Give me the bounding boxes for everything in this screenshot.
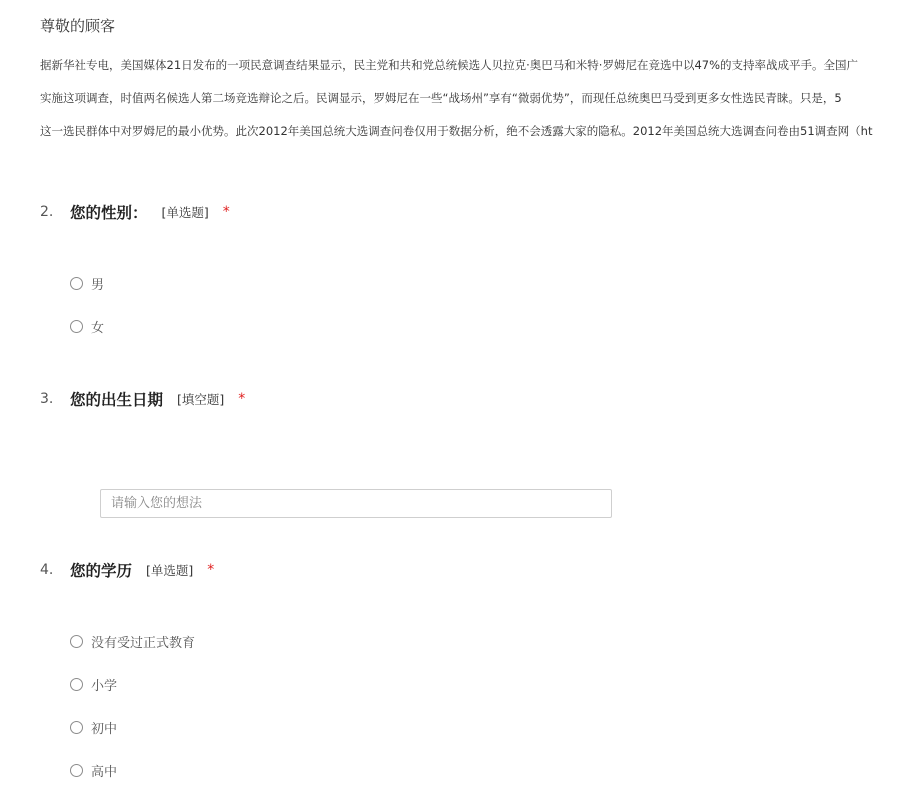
option-label: 男 (91, 277, 105, 293)
birthdate-input[interactable] (100, 489, 612, 518)
question-number: 3. (40, 391, 54, 407)
question-number: 2. (40, 204, 54, 220)
option-label: 女 (91, 320, 105, 336)
required-asterisk: * (222, 204, 230, 220)
intro-paragraph-line-3: 这一选民群体中对罗姆尼的最小优势。此次2012年美国总统大选调查问卷仅用于数据分析，绝不会透露大家的隐私。2012年美国总统大选调查问卷由51调查网（ht (40, 124, 873, 138)
intro-paragraph-line-2: 实施这项调查，时值两名候选人第二场竞选辩论之后。民调显示，罗姆尼在一些“战场州”享有“微弱优势”，而现任总统奥巴马受到更多女性选民青睐。只是，5 (40, 91, 842, 105)
radio-button[interactable] (70, 277, 83, 290)
radio-button[interactable] (70, 678, 83, 691)
required-asterisk: * (207, 562, 215, 578)
question-type-label: [单选题] (146, 563, 194, 578)
option-label: 高中 (91, 764, 118, 780)
option-label: 没有受过正式教育 (91, 635, 196, 651)
option-education-none[interactable] (70, 631, 195, 651)
option-gender-female[interactable] (70, 316, 104, 336)
option-education-junior-high[interactable] (70, 717, 117, 737)
question-birthdate-title (40, 387, 245, 411)
option-education-primary[interactable] (70, 674, 117, 694)
question-type-label: [单选题] (161, 205, 209, 220)
question-gender-title (40, 200, 230, 224)
required-asterisk: * (238, 391, 246, 407)
radio-button[interactable] (70, 635, 83, 648)
question-type-label: [填空题] (177, 392, 225, 407)
option-gender-male[interactable] (70, 273, 104, 293)
radio-button[interactable] (70, 764, 83, 777)
question-number: 4. (40, 562, 54, 578)
radio-button[interactable] (70, 721, 83, 734)
question-education-title (40, 558, 214, 582)
option-label: 初中 (91, 721, 118, 737)
radio-button[interactable] (70, 320, 83, 333)
intro-paragraph-line-1: 据新华社专电，美国媒体21日发布的一项民意调查结果显示，民主党和共和党总统候选人贝拉克·奥巴马和米特·罗姆尼在竞选中以47%的支持率战成平手。全国广 (40, 58, 858, 72)
option-education-high-school[interactable] (70, 760, 117, 780)
survey-greeting: 尊敬的顾客 (40, 17, 116, 35)
question-text: 您的出生日期 (70, 391, 164, 409)
question-text: 您的性别： (70, 204, 148, 222)
question-text: 您的学历 (70, 562, 133, 580)
option-label: 小学 (91, 678, 118, 694)
